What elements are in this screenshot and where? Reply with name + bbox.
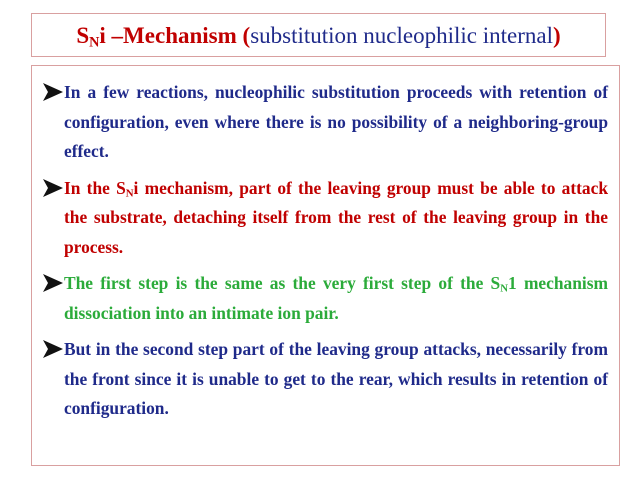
bullet-text-3-before: The first step is the same as the very first step of the S: [64, 273, 501, 293]
title-paren-close: ): [553, 22, 561, 48]
title-mechanism: i –Mechanism: [99, 22, 243, 48]
title-expansion: substitution nucleophilic internal: [250, 22, 553, 48]
title-paren-open: (: [242, 22, 251, 48]
bullet-item-1: [42, 78, 608, 167]
content-box: [31, 65, 620, 466]
bullet-text-1-content: In a few reactions, nucleophilic substitution proceeds with retention of configuration, even where there is no possibility of a neighboring-group effect.: [64, 82, 608, 161]
bullet-text-2-before: In the S: [64, 177, 126, 198]
title-subscript: N: [89, 34, 100, 51]
bullet-item-2: [42, 174, 608, 263]
bullet-text-2-after: i mechanism, part of the leaving group must be able to attack the substrate, detaching itself from the rest of the leaving group in the process.: [64, 177, 608, 257]
arrow-bullet-icon: [42, 177, 64, 199]
bullet-text-1: [64, 78, 608, 167]
bullet-text-2: [64, 174, 608, 263]
bullet-text-4-content: But in the second step part of the leaving group attacks, necessarily from the front since it is unable to get to the rear, which results in retention of configuration.: [64, 339, 608, 418]
slide-title: [76, 22, 561, 51]
arrow-bullet-icon: [42, 272, 64, 294]
title-prefix: S: [76, 22, 90, 48]
arrow-bullet-icon: [42, 81, 64, 103]
bullet-text-3: [64, 269, 608, 328]
arrow-bullet-icon: [42, 338, 64, 360]
bullet-item-4: [42, 335, 608, 424]
bullet-item-3: [42, 269, 608, 328]
bullet-text-4: [64, 335, 608, 424]
bullet-text-3-subscript: N: [500, 282, 508, 295]
bullet-text-3-after: 1 mechanism dissociation into an intimate ion pair.: [64, 273, 608, 323]
title-box: [31, 13, 606, 57]
bullet-text-2-subscript: N: [125, 187, 134, 200]
